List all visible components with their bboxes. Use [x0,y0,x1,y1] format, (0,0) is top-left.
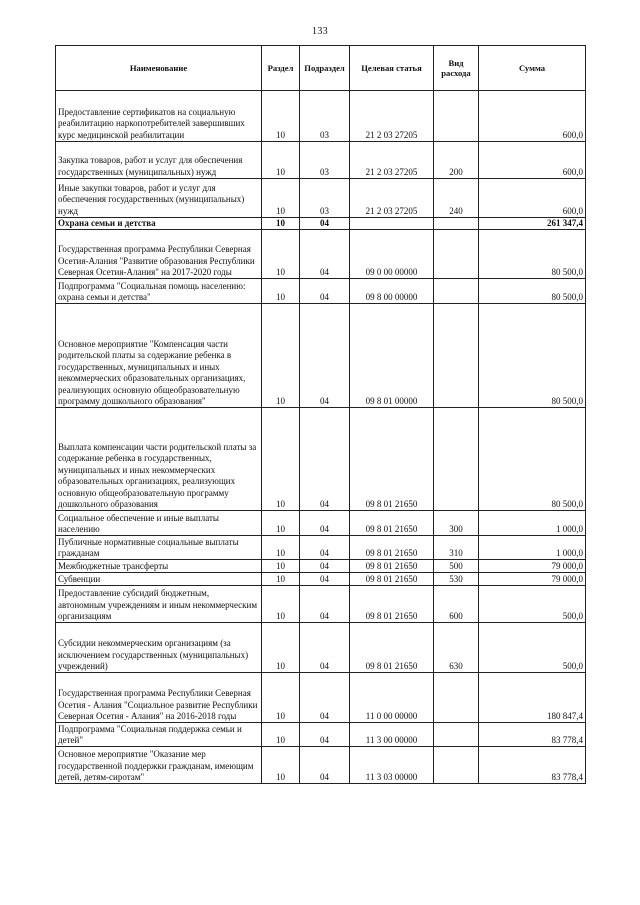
budget-table [55,45,586,784]
cell-section: 10 [262,511,300,536]
cell-sum: 600,0 [479,91,586,142]
cell-target: 09 8 01 21650 [350,408,434,511]
table-row [56,218,586,230]
cell-expense-type: 600 [434,586,479,623]
table-row [56,279,586,304]
cell-subsection: 04 [300,573,350,586]
cell-section: 10 [262,304,300,408]
table-row [56,586,586,623]
cell-subsection: 03 [300,91,350,142]
cell-expense-type [434,218,479,230]
cell-subsection: 04 [300,723,350,747]
cell-section: 10 [262,560,300,573]
cell-section: 10 [262,673,300,723]
cell-subsection: 04 [300,230,350,279]
cell-target: 09 8 01 21650 [350,511,434,536]
cell-subsection: 04 [300,279,350,304]
cell-section: 10 [262,91,300,142]
header-name: Наименование [56,46,262,91]
cell-section: 10 [262,218,300,230]
page-number: 133 [312,26,328,37]
cell-sum: 80 500,0 [479,279,586,304]
cell-target: 09 8 01 00000 [350,304,434,408]
table-row [56,179,586,218]
cell-sum: 261 347,4 [479,218,586,230]
cell-expense-type [434,723,479,747]
cell-sum: 600,0 [479,142,586,179]
cell-section: 10 [262,623,300,673]
cell-subsection: 04 [300,218,350,230]
cell-sum: 1 000,0 [479,511,586,536]
cell-sum: 80 500,0 [479,304,586,408]
cell-name: Социальное обеспечение и иные выплаты населению [56,511,262,536]
cell-sum: 80 500,0 [479,230,586,279]
cell-name: Выплата компенсации части родительской платы за содержание ребенка в государственных, муниципальных и иных некоммерческих образовательных организациях, реализующих основную общеобразовательную программу дошкольного образования [56,408,262,511]
header-section: Раздел [262,46,300,91]
cell-subsection: 04 [300,586,350,623]
cell-target: 09 8 01 21650 [350,536,434,560]
cell-sum: 1 000,0 [479,536,586,560]
cell-subsection: 04 [300,747,350,784]
cell-target: 11 0 00 00000 [350,673,434,723]
cell-target [350,218,434,230]
cell-name: Основное мероприятие "Оказание мер государственной поддержки гражданам, имеющим детей, детям-сиротам" [56,747,262,784]
table-row [56,230,586,279]
cell-expense-type [434,91,479,142]
cell-sum: 600,0 [479,179,586,218]
cell-target: 21 2 03 27205 [350,179,434,218]
cell-target: 09 8 01 21650 [350,623,434,673]
header-expense-type: Вид расхода [434,46,479,91]
cell-target: 21 2 03 27205 [350,91,434,142]
table-row [56,142,586,179]
cell-section: 10 [262,179,300,218]
cell-section: 10 [262,536,300,560]
cell-name: Иные закупки товаров, работ и услуг для обеспечения государственных (муниципальных) нужд [56,179,262,218]
cell-section: 10 [262,142,300,179]
cell-expense-type [434,304,479,408]
table-header-row [56,46,586,91]
cell-target: 21 2 03 27205 [350,142,434,179]
cell-section: 10 [262,586,300,623]
cell-subsection: 04 [300,408,350,511]
header-sum: Сумма [479,46,586,91]
cell-subsection: 04 [300,623,350,673]
cell-subsection: 04 [300,536,350,560]
cell-target: 11 3 00 00000 [350,723,434,747]
table-row [56,573,586,586]
cell-expense-type: 200 [434,142,479,179]
table-row [56,747,586,784]
header-target: Целевая статья [350,46,434,91]
cell-section: 10 [262,573,300,586]
cell-sum: 180 847,4 [479,673,586,723]
cell-sum: 80 500,0 [479,408,586,511]
cell-name: Предоставление субсидий бюджетным, автономным учреждениям и иным некоммерческим организациям [56,586,262,623]
cell-expense-type [434,279,479,304]
table-row [56,511,586,536]
cell-name: Охрана семьи и детства [56,218,262,230]
cell-target: 09 0 00 00000 [350,230,434,279]
cell-expense-type [434,230,479,279]
cell-sum: 83 778,4 [479,723,586,747]
cell-section: 10 [262,230,300,279]
cell-name: Субвенции [56,573,262,586]
cell-sum: 500,0 [479,623,586,673]
cell-subsection: 03 [300,179,350,218]
cell-expense-type [434,747,479,784]
cell-target: 09 8 01 21650 [350,586,434,623]
table-row [56,723,586,747]
cell-name: Подпрограмма "Социальная помощь населению: охрана семьи и детства" [56,279,262,304]
cell-expense-type: 300 [434,511,479,536]
cell-expense-type: 310 [434,536,479,560]
cell-name: Подпрограмма "Социальная поддержка семьи и детей" [56,723,262,747]
cell-section: 10 [262,408,300,511]
cell-subsection: 04 [300,560,350,573]
cell-sum: 83 778,4 [479,747,586,784]
cell-expense-type: 630 [434,623,479,673]
cell-target: 09 8 00 00000 [350,279,434,304]
table-row [56,673,586,723]
cell-expense-type [434,408,479,511]
cell-sum: 79 000,0 [479,560,586,573]
cell-sum: 79 000,0 [479,573,586,586]
cell-expense-type [434,673,479,723]
cell-subsection: 04 [300,673,350,723]
cell-sum: 500,0 [479,586,586,623]
cell-expense-type: 500 [434,560,479,573]
table-row [56,623,586,673]
cell-name: Межбюджетные трансферты [56,560,262,573]
table-row [56,408,586,511]
cell-target: 11 3 03 00000 [350,747,434,784]
cell-section: 10 [262,723,300,747]
cell-name: Государственная программа Республики Северная Осетия - Алания "Социальное развитие Республики Северная Осетия - Алания" на 2016-2018 годы [56,673,262,723]
table-row [56,536,586,560]
cell-subsection: 04 [300,304,350,408]
header-subsection: Подраздел [300,46,350,91]
table-row [56,91,586,142]
table-row [56,304,586,408]
cell-expense-type: 530 [434,573,479,586]
cell-expense-type: 240 [434,179,479,218]
cell-name: Публичные нормативные социальные выплаты гражданам [56,536,262,560]
cell-target: 09 8 01 21650 [350,573,434,586]
cell-target: 09 8 01 21650 [350,560,434,573]
cell-name: Субсидии некоммерческим организациям (за исключением государственных (муниципальных) учреждений) [56,623,262,673]
cell-name: Государственная программа Республики Северная Осетия-Алания "Развитие образования Республики Северная Осетия-Алания" на 2017-2020 годы [56,230,262,279]
cell-name: Предоставление сертификатов на социальную реабилитацию наркопотребителей завершивших курс медицинской реабилитации [56,91,262,142]
cell-subsection: 03 [300,142,350,179]
cell-name: Закупка товаров, работ и услуг для обеспечения государственных (муниципальных) нужд [56,142,262,179]
cell-name: Основное мероприятие "Компенсация части родительской платы за содержание ребенка в государственных, муниципальных и иных некоммерческих образовательных организациях, реализующих основную общеобразовательную программу дошкольного образования" [56,304,262,408]
cell-section: 10 [262,747,300,784]
cell-subsection: 04 [300,511,350,536]
table-row [56,560,586,573]
cell-section: 10 [262,279,300,304]
